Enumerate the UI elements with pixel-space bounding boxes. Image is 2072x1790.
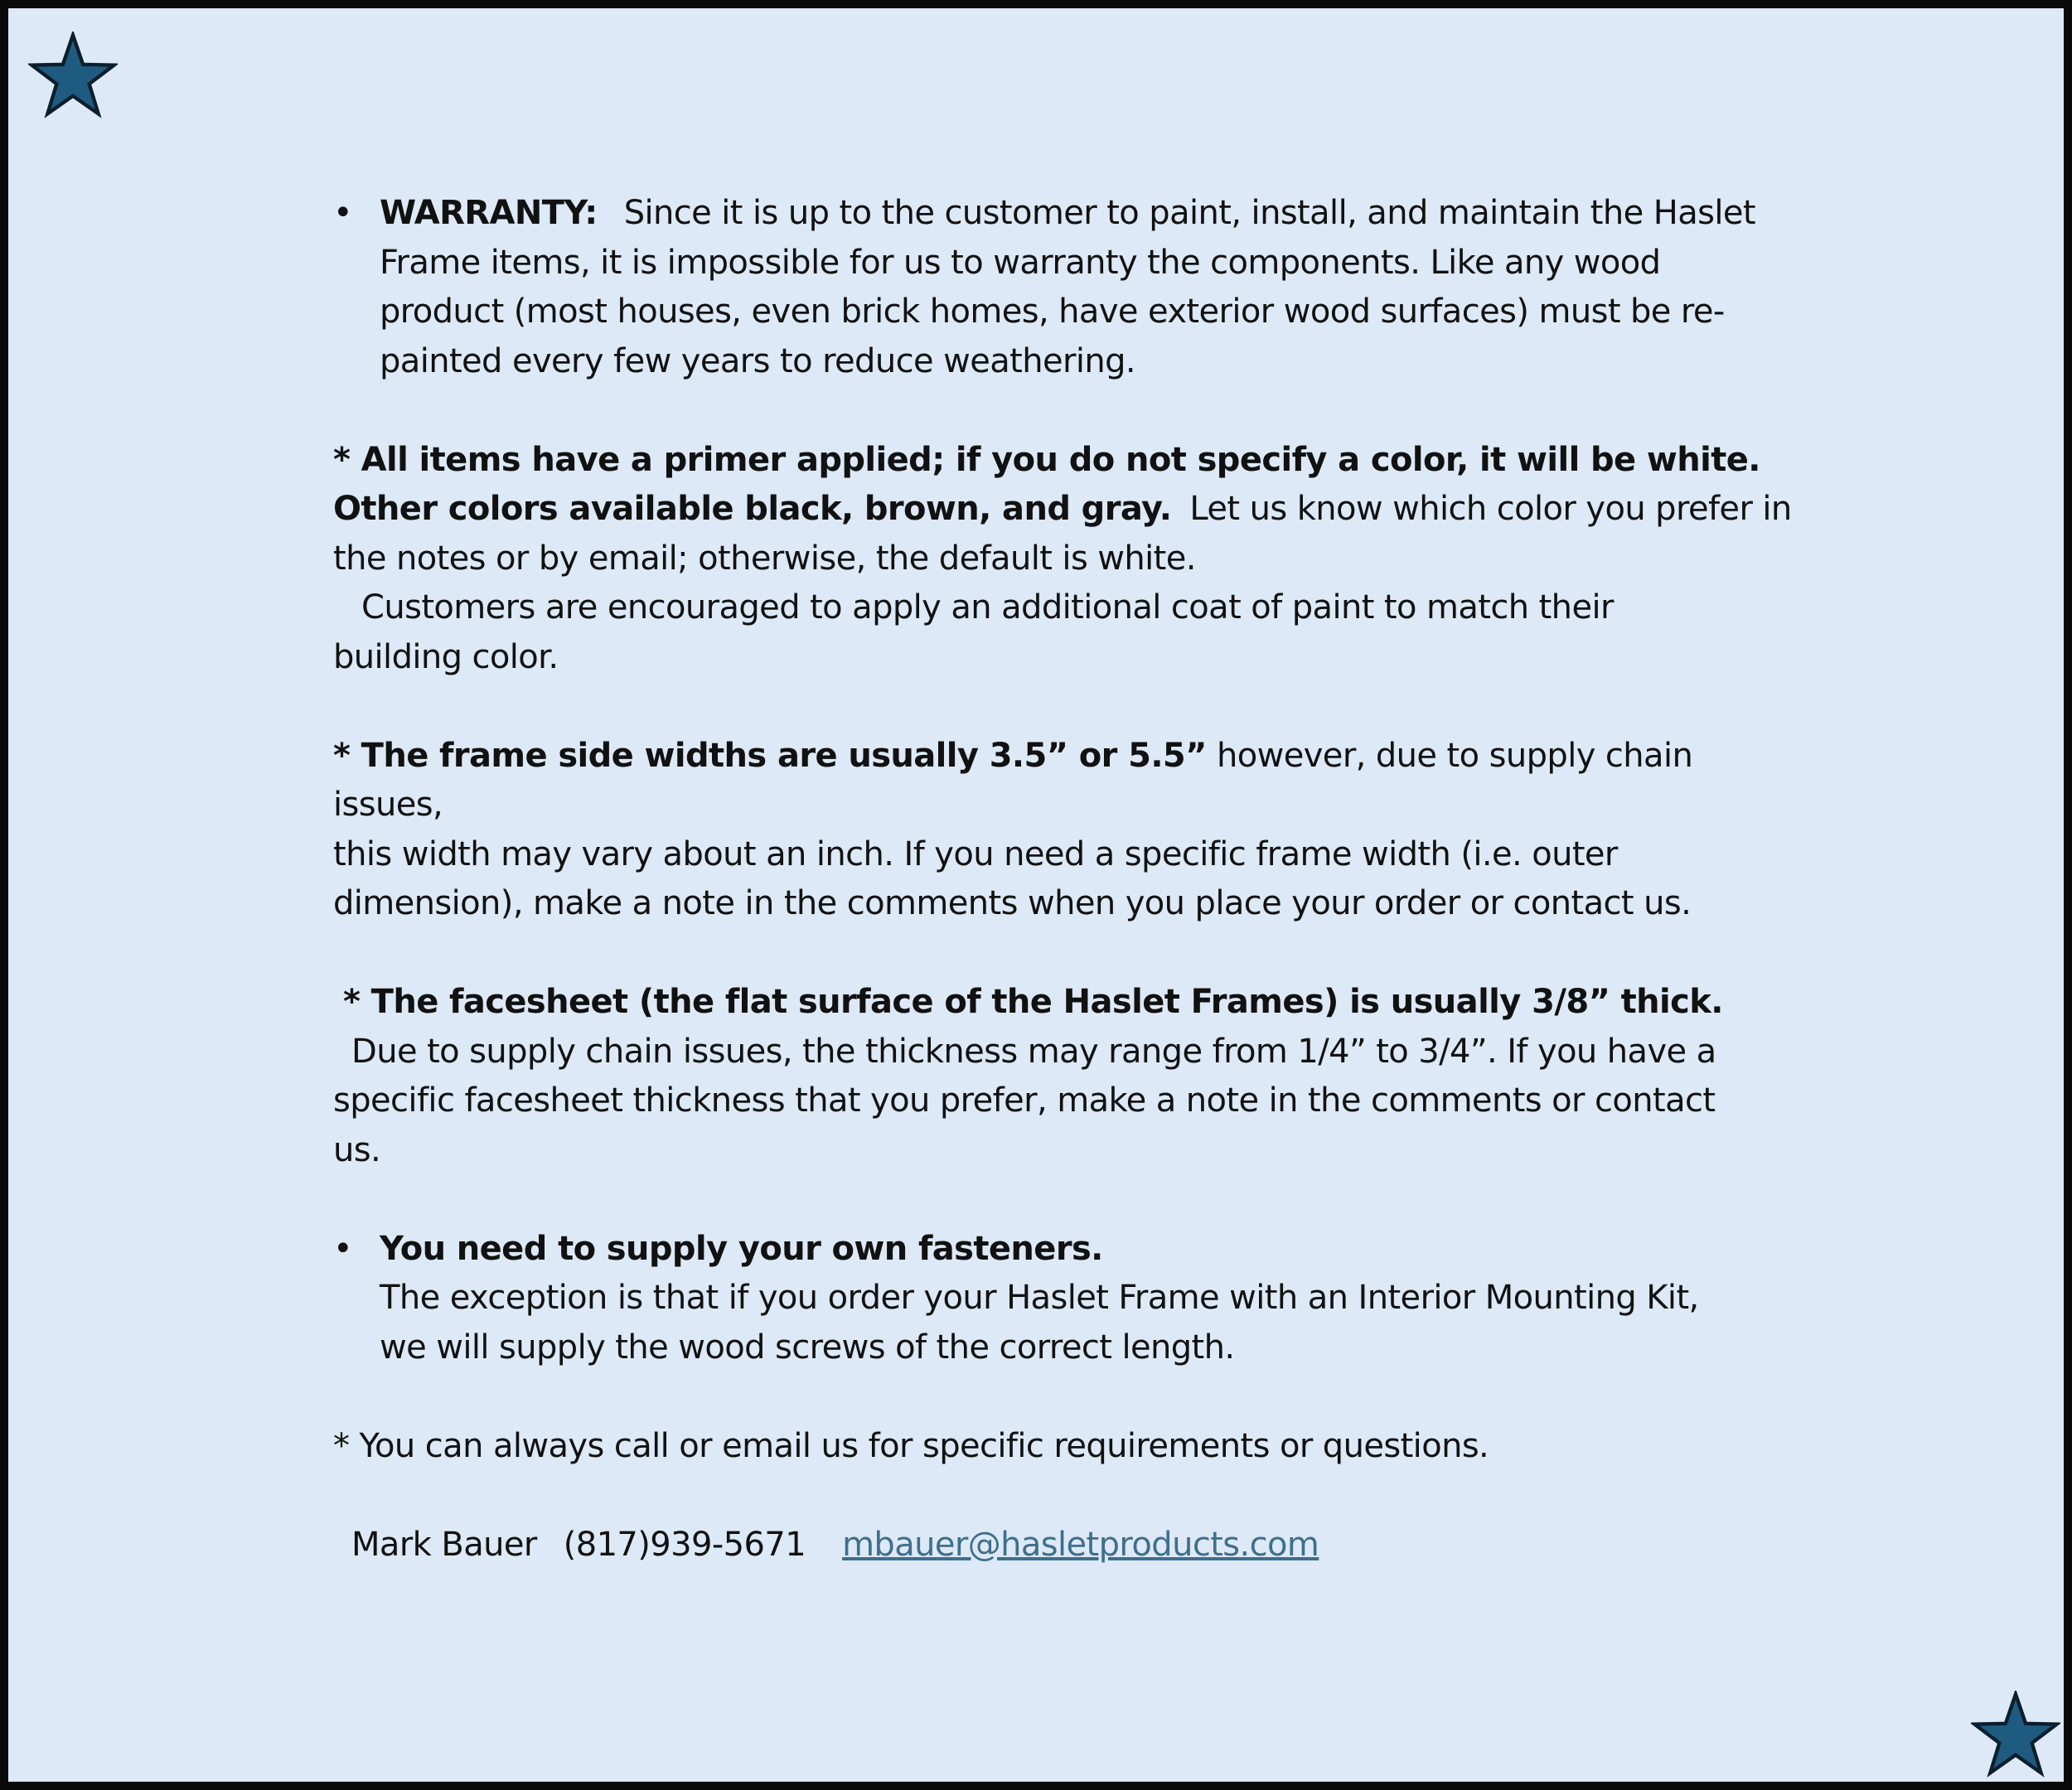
contact-email-link[interactable]: mbauer@hasletproducts.com	[842, 1525, 1319, 1564]
frame-width-text-1: however, due to supply chain issues,	[333, 736, 1693, 824]
fasteners-bold: You need to supply your own fasteners.	[380, 1229, 1103, 1268]
facesheet-paragraph	[333, 978, 1792, 1175]
warranty-line-1	[380, 189, 1792, 239]
warranty-label: WARRANTY:	[380, 194, 598, 232]
frame-width-bold: * The frame side widths are usually 3.5” or 5.5”	[333, 736, 1207, 775]
primer-text-2: Let us know which color you prefer in	[1189, 490, 1792, 528]
fasteners-line-3: we will supply the wood screws of the correct length.	[380, 1328, 1235, 1367]
frame-width-paragraph	[333, 732, 1792, 929]
info-text	[333, 189, 1792, 1570]
primer-line-4: Customers are encouraged to apply an additional coat of paint to match their	[361, 588, 1614, 626]
star-icon	[28, 31, 118, 121]
warranty-text-1: Since it is up to the customer to paint, install, and maintain the Haslet	[623, 194, 1755, 232]
contact-line	[333, 1521, 1792, 1570]
primer-line-3: the notes or by email; otherwise, the default is white.	[333, 539, 1196, 578]
primer-bold-line-2: Other colors available black, brown, and gray.	[333, 490, 1172, 528]
warranty-line-3: product (most houses, even brick homes, have exterior wood surfaces) must be re-	[380, 293, 1725, 331]
facesheet-line-4: us.	[333, 1130, 381, 1169]
contact-phone: (817)939-5671	[563, 1525, 806, 1564]
fasteners-line-2: The exception is that if you order your Haslet Frame with an Interior Mounting Kit,	[380, 1279, 1699, 1317]
primer-bold-line-1: * All items have a primer applied; if you do not specify a color, it will be white.	[333, 440, 1760, 479]
frame-width-line-3: dimension), make a note in the comments when you place your order or contact us.	[333, 884, 1692, 922]
frame-width-line-2: this width may vary about an inch. If you need a specific frame width (i.e. outer	[333, 835, 1618, 873]
primer-line-5: building color.	[333, 637, 559, 676]
facesheet-line-3: specific facesheet thickness that you prefer, make a note in the comments or contact	[333, 1081, 1716, 1120]
facesheet-line-2: Due to supply chain issues, the thickness may range from 1/4” to 3/4”. If you have a	[351, 1032, 1716, 1071]
warranty-line-2: Frame items, it is impossible for us to warranty the components. Like any wood	[380, 243, 1661, 282]
contact-name: Mark Bauer	[351, 1525, 537, 1564]
warranty-bullet	[333, 189, 1792, 386]
bullet-dot: •	[333, 1229, 352, 1268]
call-note: * You can always call or email us for specific requirements or questions.	[333, 1426, 1489, 1465]
warranty-line-4: painted every few years to reduce weathering.	[380, 341, 1136, 380]
primer-paragraph	[333, 436, 1792, 683]
facesheet-bold: * The facesheet (the flat surface of the Haslet Frames) is usually 3/8” thick.	[343, 983, 1723, 1021]
fasteners-bullet	[333, 1225, 1792, 1373]
bullet-dot: •	[333, 194, 352, 232]
star-icon	[1971, 1691, 2060, 1780]
